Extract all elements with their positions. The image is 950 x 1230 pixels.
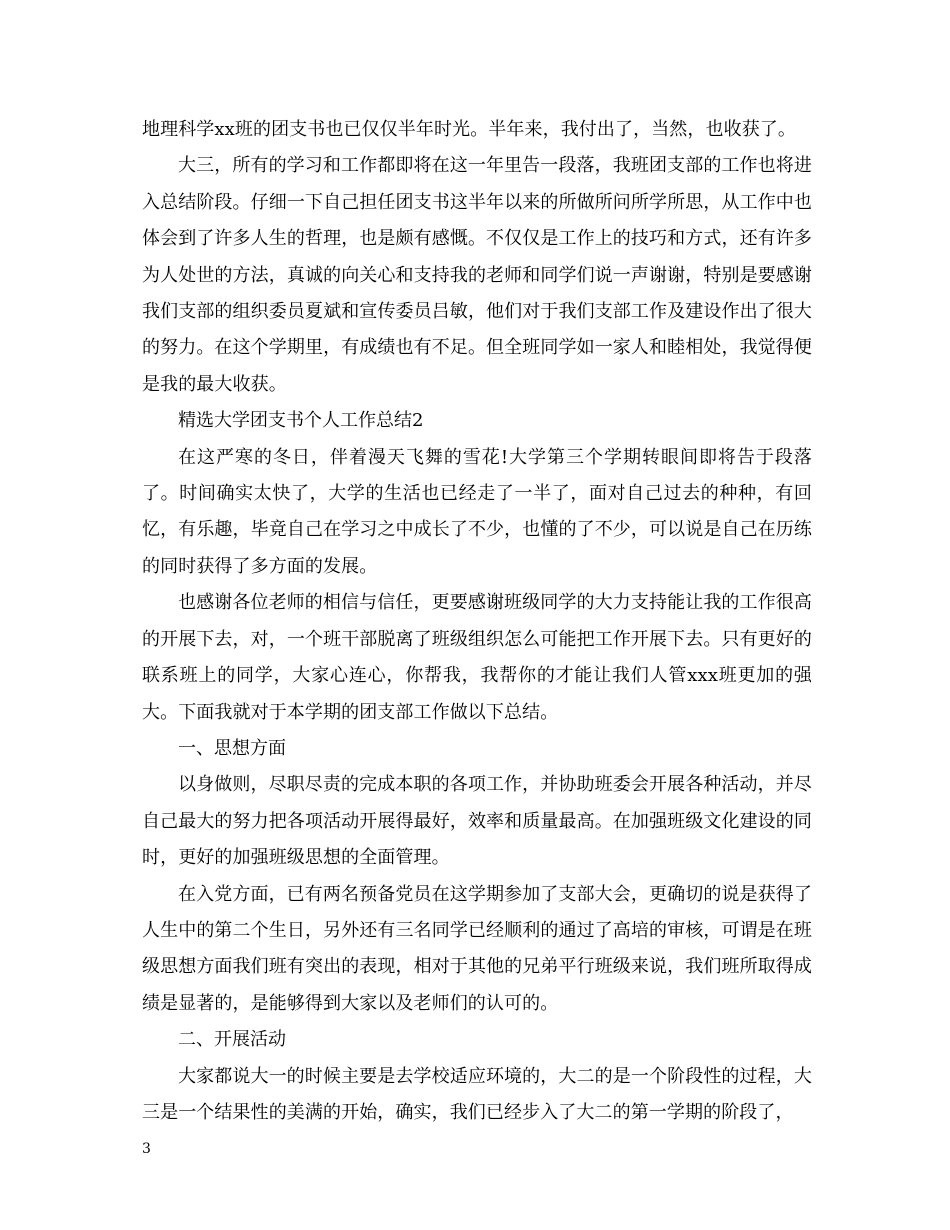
- paragraph-5: 以身做则，尽职尽责的完成本职的各项工作，并协助班委会开展各种活动，并尽自己最大的努力把各项活动开展得最好，效率和质量最高。在加强班级文化建设的同时，更好的加强班级思想的全面管理。: [142, 774, 812, 869]
- paragraph-4: 也感谢各位老师的相信与信任，更要感谢班级同学的大力支持能让我的工作很高的开展下去，对，一个班干部脱离了班级组织怎么可能把工作开展下去。只有更好的联系班上的同学，大家心连心，你帮我，我帮你的才能让我们人管xxx班更加的强大。下面我就对于本学期的团支部工作做以下总结。: [142, 592, 812, 723]
- paragraph-2: 大三，所有的学习和工作都即将在这一年里告一段落，我班团支部的工作也将进入总结阶段。仔细一下自己担任团支书这半年以来的所做所问所学所思，从工作中也体会到了许多人生的哲理，也是颇有感慨。不仅仅是工作上的技巧和方式，还有许多为人处世的方法，真诚的向关心和支持我的老师和同学们说一声谢谢，特别是要感谢我们支部的组织委员夏斌和宣传委员吕敏，他们对于我们支部工作及建设作出了很大的努力。在这个学期里，有成绩也有不足。但全班同学如一家人和睦相处，我觉得便是我的最大收获。: [142, 155, 812, 395]
- paragraph-3: 在这严寒的冬日，伴着漫天飞舞的雪花!大学第三个学期转眼间即将告于段落了。时间确实太快了，大学的生活也已经走了一半了，面对自己过去的种种，有回忆，有乐趣，毕竟自己在学习之中成长了不少，也懂的了不少，可以说是自己在历练的同时获得了多方面的发展。: [142, 446, 812, 577]
- document-body: [142, 112, 812, 1131]
- paragraph-1: 地理科学xx班的团支书也已仅仅半年时光。半年来，我付出了，当然，也收获了。: [142, 119, 796, 140]
- paragraph-7: 大家都说大一的时候主要是去学校适应环境的，大二的是一个阶段性的过程，大三是一个结果性的美满的开始，确实，我们已经步入了大二的第一学期的阶段了，: [142, 1065, 812, 1123]
- heading-thought: 一、思想方面: [178, 737, 286, 759]
- section-title: 精选大学团支书个人工作总结2: [178, 410, 424, 432]
- heading-activities: 二、开展活动: [178, 1029, 286, 1051]
- paragraph-6: 在入党方面，已有两名预备党员在这学期参加了支部大会，更确切的说是获得了人生中的第二个生日，另外还有三名同学已经顺利的通过了高培的审核，可谓是在班级思想方面我们班有突出的表现，相对于其他的兄弟平行班级来说，我们班所取得成绩是显著的，是能够得到大家以及老师们的认可的。: [142, 883, 812, 1014]
- page-number: 3: [142, 1141, 151, 1157]
